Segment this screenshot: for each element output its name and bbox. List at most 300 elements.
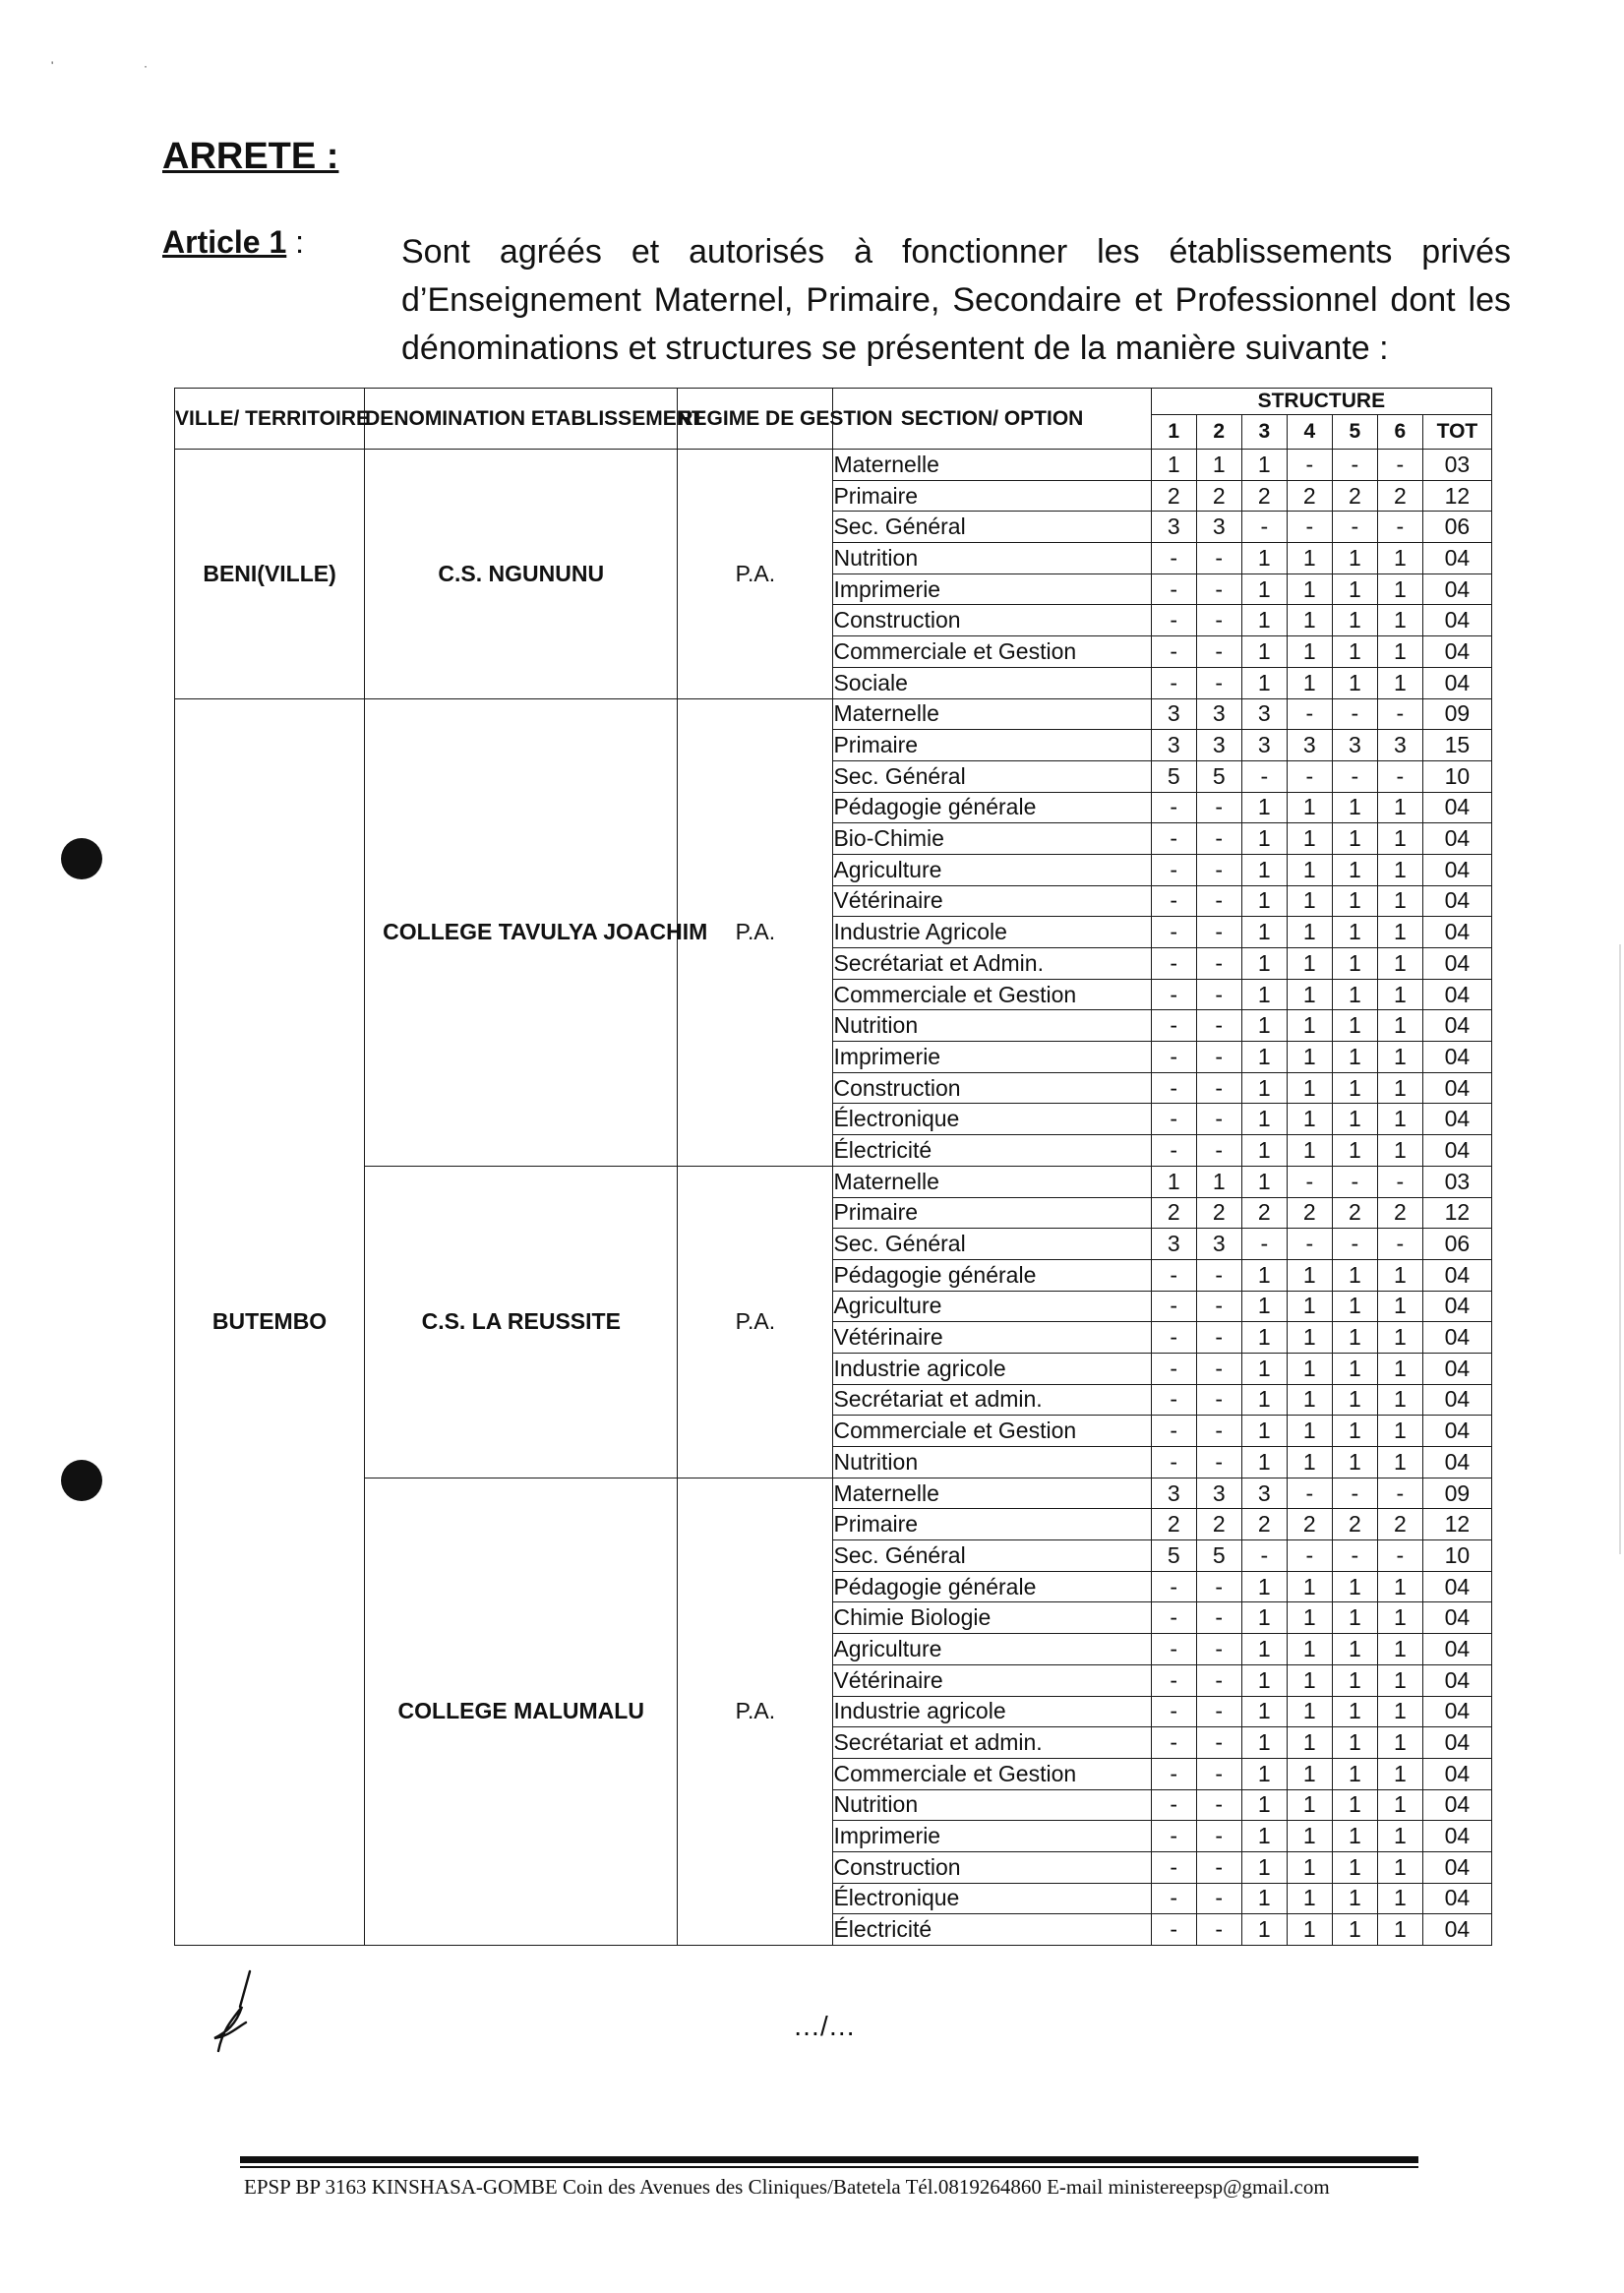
- structure-cell-6: 1: [1377, 1789, 1422, 1821]
- footer-rule-thin: [240, 2166, 1418, 2168]
- structure-cell-5: -: [1332, 760, 1377, 792]
- total-cell: 04: [1422, 1696, 1491, 1727]
- total-cell: 04: [1422, 1072, 1491, 1104]
- section-cell: Commerciale et Gestion: [833, 636, 1151, 668]
- ville-cell: BUTEMBO: [175, 698, 365, 1946]
- total-cell: 04: [1422, 885, 1491, 917]
- structure-cell-4: -: [1287, 1229, 1332, 1260]
- structure-cell-5: 1: [1332, 1384, 1377, 1416]
- structure-cell-4: 1: [1287, 1727, 1332, 1759]
- header-col-6: 6: [1377, 415, 1422, 450]
- structure-cell-5: 1: [1332, 1322, 1377, 1354]
- section-cell: Primaire: [833, 1509, 1151, 1540]
- total-cell: 04: [1422, 1664, 1491, 1696]
- header-denomination: DENOMINATION ETABLISSEMENT: [365, 389, 678, 450]
- structure-cell-1: 3: [1151, 730, 1196, 761]
- structure-cell-3: 1: [1241, 1447, 1287, 1478]
- structure-cell-6: -: [1377, 760, 1422, 792]
- structure-cell-4: -: [1287, 450, 1332, 481]
- structure-cell-4: 1: [1287, 1416, 1332, 1447]
- structure-cell-1: -: [1151, 605, 1196, 636]
- structure-cell-4: 1: [1287, 885, 1332, 917]
- structure-cell-3: 1: [1241, 1883, 1287, 1914]
- structure-cell-1: -: [1151, 1602, 1196, 1634]
- total-cell: 04: [1422, 1353, 1491, 1384]
- structure-cell-5: 1: [1332, 1447, 1377, 1478]
- structure-cell-5: 1: [1332, 1821, 1377, 1852]
- table-body: [175, 450, 1492, 1946]
- structure-cell-2: -: [1196, 1135, 1241, 1167]
- structure-cell-6: 1: [1377, 1291, 1422, 1322]
- structure-cell-3: 1: [1241, 1010, 1287, 1042]
- structure-cell-3: 1: [1241, 543, 1287, 574]
- section-cell: Primaire: [833, 1197, 1151, 1229]
- structure-cell-2: -: [1196, 979, 1241, 1010]
- structure-cell-1: 2: [1151, 1509, 1196, 1540]
- structure-cell-1: -: [1151, 917, 1196, 948]
- structure-cell-5: -: [1332, 450, 1377, 481]
- structure-cell-5: 1: [1332, 605, 1377, 636]
- structure-cell-2: 3: [1196, 730, 1241, 761]
- structure-cell-5: 1: [1332, 1042, 1377, 1073]
- structure-cell-4: 1: [1287, 667, 1332, 698]
- structure-cell-2: 3: [1196, 1229, 1241, 1260]
- structure-cell-5: 1: [1332, 1135, 1377, 1167]
- structure-cell-6: -: [1377, 1478, 1422, 1509]
- structure-cell-5: 1: [1332, 1416, 1377, 1447]
- structure-cell-5: 1: [1332, 1259, 1377, 1291]
- structure-cell-3: 2: [1241, 480, 1287, 512]
- structure-cell-3: 1: [1241, 1166, 1287, 1197]
- section-cell: Commerciale et Gestion: [833, 1416, 1151, 1447]
- structure-cell-5: 1: [1332, 823, 1377, 855]
- structure-cell-4: 1: [1287, 1322, 1332, 1354]
- total-cell: 04: [1422, 1042, 1491, 1073]
- structure-cell-5: 1: [1332, 885, 1377, 917]
- structure-cell-4: 1: [1287, 1851, 1332, 1883]
- structure-cell-5: -: [1332, 1540, 1377, 1572]
- structure-cell-4: 1: [1287, 917, 1332, 948]
- total-cell: 09: [1422, 1478, 1491, 1509]
- structure-cell-4: 1: [1287, 1104, 1332, 1135]
- structure-cell-3: -: [1241, 1229, 1287, 1260]
- structure-cell-1: -: [1151, 1042, 1196, 1073]
- structure-cell-5: 1: [1332, 1883, 1377, 1914]
- punch-hole: [61, 838, 102, 879]
- structure-cell-2: -: [1196, 1447, 1241, 1478]
- structure-cell-6: 1: [1377, 1696, 1422, 1727]
- structure-cell-1: -: [1151, 1571, 1196, 1602]
- structure-cell-2: -: [1196, 1696, 1241, 1727]
- structure-cell-2: -: [1196, 1353, 1241, 1384]
- structure-cell-1: -: [1151, 1322, 1196, 1354]
- section-cell: Électricité: [833, 1914, 1151, 1946]
- structure-cell-3: 1: [1241, 450, 1287, 481]
- structure-cell-6: -: [1377, 450, 1422, 481]
- section-cell: Maternelle: [833, 1478, 1151, 1509]
- punch-hole: [61, 1460, 102, 1501]
- section-cell: Électricité: [833, 1135, 1151, 1167]
- structure-cell-6: 1: [1377, 1727, 1422, 1759]
- header-ville: VILLE/ TERRITOIRE: [175, 389, 365, 450]
- structure-cell-5: -: [1332, 1166, 1377, 1197]
- total-cell: 10: [1422, 1540, 1491, 1572]
- structure-cell-3: 2: [1241, 1197, 1287, 1229]
- structure-cell-2: -: [1196, 1664, 1241, 1696]
- structure-cell-2: -: [1196, 1571, 1241, 1602]
- structure-cell-4: 3: [1287, 730, 1332, 761]
- header-section: SECTION/ OPTION: [833, 389, 1151, 450]
- total-cell: 12: [1422, 1197, 1491, 1229]
- structure-cell-2: 1: [1196, 1166, 1241, 1197]
- structure-cell-3: 1: [1241, 1135, 1287, 1167]
- structure-cell-5: 1: [1332, 667, 1377, 698]
- structure-cell-1: -: [1151, 1416, 1196, 1447]
- total-cell: 15: [1422, 730, 1491, 761]
- total-cell: 04: [1422, 917, 1491, 948]
- structure-cell-5: 1: [1332, 917, 1377, 948]
- section-cell: Primaire: [833, 730, 1151, 761]
- section-cell: Construction: [833, 605, 1151, 636]
- structure-cell-1: 5: [1151, 760, 1196, 792]
- section-cell: Maternelle: [833, 450, 1151, 481]
- structure-cell-3: 1: [1241, 1727, 1287, 1759]
- structure-cell-6: -: [1377, 512, 1422, 543]
- structure-cell-4: 1: [1287, 948, 1332, 980]
- structure-cell-2: -: [1196, 1259, 1241, 1291]
- total-cell: 04: [1422, 1291, 1491, 1322]
- structure-cell-3: 1: [1241, 792, 1287, 823]
- structure-cell-2: -: [1196, 1821, 1241, 1852]
- structure-cell-6: 2: [1377, 1197, 1422, 1229]
- structure-cell-5: 1: [1332, 792, 1377, 823]
- structure-cell-3: 1: [1241, 1384, 1287, 1416]
- structure-cell-2: 1: [1196, 450, 1241, 481]
- structure-cell-1: 3: [1151, 1229, 1196, 1260]
- total-cell: 04: [1422, 792, 1491, 823]
- structure-cell-2: 5: [1196, 760, 1241, 792]
- structure-cell-3: 1: [1241, 1104, 1287, 1135]
- section-cell: Chimie Biologie: [833, 1602, 1151, 1634]
- section-cell: Pédagogie générale: [833, 1571, 1151, 1602]
- total-cell: 04: [1422, 979, 1491, 1010]
- section-cell: Nutrition: [833, 1447, 1151, 1478]
- structure-cell-6: 1: [1377, 573, 1422, 605]
- school-name-cell: COLLEGE MALUMALU: [365, 1478, 678, 1945]
- structure-cell-5: 1: [1332, 1010, 1377, 1042]
- total-cell: 04: [1422, 605, 1491, 636]
- structure-cell-2: -: [1196, 1602, 1241, 1634]
- structure-cell-6: 1: [1377, 1758, 1422, 1789]
- section-cell: Primaire: [833, 480, 1151, 512]
- structure-cell-3: -: [1241, 512, 1287, 543]
- structure-cell-6: 1: [1377, 1447, 1422, 1478]
- structure-cell-4: -: [1287, 1540, 1332, 1572]
- section-cell: Imprimerie: [833, 1821, 1151, 1852]
- structure-cell-3: 1: [1241, 1072, 1287, 1104]
- section-cell: Sec. Général: [833, 1229, 1151, 1260]
- structure-cell-6: 1: [1377, 823, 1422, 855]
- structure-cell-4: -: [1287, 698, 1332, 730]
- structure-cell-3: 1: [1241, 1789, 1287, 1821]
- table-row: [175, 1478, 1492, 1509]
- structure-cell-5: 1: [1332, 979, 1377, 1010]
- structure-cell-2: -: [1196, 1072, 1241, 1104]
- section-cell: Bio-Chimie: [833, 823, 1151, 855]
- total-cell: 04: [1422, 636, 1491, 668]
- structure-cell-3: 1: [1241, 1602, 1287, 1634]
- regime-cell: P.A.: [678, 450, 833, 699]
- structure-cell-2: -: [1196, 1042, 1241, 1073]
- structure-cell-3: 1: [1241, 979, 1287, 1010]
- section-cell: Commerciale et Gestion: [833, 1758, 1151, 1789]
- structure-cell-5: 1: [1332, 543, 1377, 574]
- structure-cell-6: 1: [1377, 792, 1422, 823]
- structure-cell-4: 2: [1287, 480, 1332, 512]
- structure-cell-4: 1: [1287, 1789, 1332, 1821]
- structure-cell-4: 1: [1287, 1664, 1332, 1696]
- structure-cell-2: -: [1196, 948, 1241, 980]
- footer-address: EPSP BP 3163 KINSHASA-GOMBE Coin des Avenues des Cliniques/Batetela Tél.0819264860 E-mail ministereepsp@gmail.com: [244, 2175, 1330, 2199]
- structure-cell-2: -: [1196, 1789, 1241, 1821]
- total-cell: 12: [1422, 480, 1491, 512]
- structure-cell-1: -: [1151, 1072, 1196, 1104]
- structure-cell-4: 1: [1287, 1353, 1332, 1384]
- structure-cell-5: -: [1332, 1229, 1377, 1260]
- total-cell: 04: [1422, 948, 1491, 980]
- structure-cell-2: -: [1196, 543, 1241, 574]
- structure-cell-2: 3: [1196, 698, 1241, 730]
- structure-cell-4: 1: [1287, 1602, 1332, 1634]
- total-cell: 04: [1422, 823, 1491, 855]
- header-row-1: [175, 389, 1492, 415]
- structure-cell-4: 1: [1287, 1135, 1332, 1167]
- section-cell: Vétérinaire: [833, 1664, 1151, 1696]
- total-cell: 04: [1422, 1384, 1491, 1416]
- structure-cell-6: 1: [1377, 979, 1422, 1010]
- structure-cell-2: -: [1196, 1634, 1241, 1665]
- structure-cell-1: -: [1151, 1789, 1196, 1821]
- structure-cell-4: 1: [1287, 636, 1332, 668]
- section-cell: Pédagogie générale: [833, 1259, 1151, 1291]
- structure-cell-5: -: [1332, 512, 1377, 543]
- structure-cell-4: 1: [1287, 605, 1332, 636]
- total-cell: 04: [1422, 573, 1491, 605]
- structure-cell-6: 1: [1377, 1602, 1422, 1634]
- structure-cell-2: -: [1196, 917, 1241, 948]
- structure-cell-6: -: [1377, 1540, 1422, 1572]
- total-cell: 04: [1422, 1758, 1491, 1789]
- section-cell: Agriculture: [833, 854, 1151, 885]
- structure-cell-1: -: [1151, 1696, 1196, 1727]
- total-cell: 04: [1422, 1602, 1491, 1634]
- structure-cell-2: -: [1196, 854, 1241, 885]
- structure-cell-1: -: [1151, 1104, 1196, 1135]
- total-cell: 06: [1422, 1229, 1491, 1260]
- structure-cell-2: 3: [1196, 512, 1241, 543]
- structure-cell-1: -: [1151, 1821, 1196, 1852]
- total-cell: 03: [1422, 450, 1491, 481]
- section-cell: Construction: [833, 1072, 1151, 1104]
- structure-cell-1: -: [1151, 1883, 1196, 1914]
- structure-cell-2: -: [1196, 1384, 1241, 1416]
- structure-cell-1: -: [1151, 1727, 1196, 1759]
- section-cell: Nutrition: [833, 1010, 1151, 1042]
- structure-cell-4: 1: [1287, 1914, 1332, 1946]
- structure-cell-1: -: [1151, 948, 1196, 980]
- structure-cell-4: 1: [1287, 573, 1332, 605]
- structure-cell-4: 1: [1287, 792, 1332, 823]
- structure-cell-1: 3: [1151, 698, 1196, 730]
- structure-cell-1: -: [1151, 636, 1196, 668]
- structure-cell-1: 3: [1151, 1478, 1196, 1509]
- structure-cell-1: -: [1151, 1291, 1196, 1322]
- structure-cell-6: 1: [1377, 1664, 1422, 1696]
- structure-cell-1: -: [1151, 823, 1196, 855]
- structure-cell-6: 1: [1377, 854, 1422, 885]
- structure-cell-1: -: [1151, 1384, 1196, 1416]
- structure-cell-5: 1: [1332, 1291, 1377, 1322]
- total-cell: 04: [1422, 1447, 1491, 1478]
- structure-cell-4: 2: [1287, 1197, 1332, 1229]
- structure-cell-2: -: [1196, 1758, 1241, 1789]
- regime-cell: P.A.: [678, 1478, 833, 1945]
- header-col-2: 2: [1196, 415, 1241, 450]
- structure-cell-2: -: [1196, 1914, 1241, 1946]
- structure-cell-6: 1: [1377, 1821, 1422, 1852]
- section-cell: Industrie agricole: [833, 1696, 1151, 1727]
- structure-cell-1: -: [1151, 792, 1196, 823]
- structure-cell-1: 2: [1151, 480, 1196, 512]
- structure-cell-6: 3: [1377, 730, 1422, 761]
- page-heading: ARRETE :: [162, 136, 339, 177]
- structure-cell-5: 1: [1332, 1727, 1377, 1759]
- section-cell: Agriculture: [833, 1291, 1151, 1322]
- structure-cell-6: 1: [1377, 885, 1422, 917]
- scan-edge: [1619, 944, 1621, 1554]
- structure-cell-6: 1: [1377, 1353, 1422, 1384]
- structure-cell-1: -: [1151, 1135, 1196, 1167]
- structure-cell-1: 1: [1151, 450, 1196, 481]
- section-cell: Électronique: [833, 1883, 1151, 1914]
- header-col-tot: TOT: [1422, 415, 1491, 450]
- structure-cell-6: 1: [1377, 1634, 1422, 1665]
- structure-cell-5: 1: [1332, 854, 1377, 885]
- section-cell: Agriculture: [833, 1634, 1151, 1665]
- structure-cell-2: -: [1196, 1851, 1241, 1883]
- structure-cell-1: -: [1151, 979, 1196, 1010]
- structure-cell-1: -: [1151, 1447, 1196, 1478]
- structure-cell-2: -: [1196, 1416, 1241, 1447]
- structure-cell-3: 1: [1241, 885, 1287, 917]
- total-cell: 09: [1422, 698, 1491, 730]
- structure-cell-3: 1: [1241, 854, 1287, 885]
- structure-cell-3: 1: [1241, 1042, 1287, 1073]
- header-col-5: 5: [1332, 415, 1377, 450]
- section-cell: Vétérinaire: [833, 885, 1151, 917]
- header-regime: REGIME DE GESTION: [678, 389, 833, 450]
- structure-cell-3: 1: [1241, 667, 1287, 698]
- section-cell: Imprimerie: [833, 1042, 1151, 1073]
- structure-cell-2: -: [1196, 667, 1241, 698]
- total-cell: 04: [1422, 543, 1491, 574]
- structure-cell-5: 3: [1332, 730, 1377, 761]
- structure-cell-1: -: [1151, 885, 1196, 917]
- structure-cell-4: -: [1287, 1166, 1332, 1197]
- section-cell: Sociale: [833, 667, 1151, 698]
- structure-cell-6: 1: [1377, 1416, 1422, 1447]
- structure-cell-4: 1: [1287, 1447, 1332, 1478]
- structure-cell-3: 1: [1241, 823, 1287, 855]
- structure-cell-1: -: [1151, 667, 1196, 698]
- structure-cell-4: 1: [1287, 1291, 1332, 1322]
- structure-cell-5: 1: [1332, 1602, 1377, 1634]
- structure-cell-2: -: [1196, 792, 1241, 823]
- table-row: [175, 450, 1492, 481]
- structure-cell-2: -: [1196, 1291, 1241, 1322]
- structure-cell-1: -: [1151, 1353, 1196, 1384]
- structure-cell-4: 1: [1287, 979, 1332, 1010]
- article-number: Article 1: [162, 224, 287, 260]
- section-cell: Vétérinaire: [833, 1322, 1151, 1354]
- structure-cell-5: 1: [1332, 1353, 1377, 1384]
- total-cell: 04: [1422, 667, 1491, 698]
- structure-cell-6: 1: [1377, 1851, 1422, 1883]
- section-cell: Sec. Général: [833, 1540, 1151, 1572]
- structure-cell-2: -: [1196, 823, 1241, 855]
- structure-cell-5: 2: [1332, 1197, 1377, 1229]
- structure-cell-2: -: [1196, 1104, 1241, 1135]
- section-cell: Secrétariat et admin.: [833, 1727, 1151, 1759]
- structure-cell-6: 1: [1377, 1384, 1422, 1416]
- total-cell: 04: [1422, 1010, 1491, 1042]
- structure-cell-6: 2: [1377, 1509, 1422, 1540]
- footer-rule-thick: [240, 2156, 1418, 2163]
- structure-cell-4: 1: [1287, 823, 1332, 855]
- structure-cell-3: 1: [1241, 1416, 1287, 1447]
- section-cell: Secrétariat et Admin.: [833, 948, 1151, 980]
- total-cell: 04: [1422, 1727, 1491, 1759]
- structure-cell-4: -: [1287, 760, 1332, 792]
- structure-cell-6: 1: [1377, 1322, 1422, 1354]
- table-row: [175, 1166, 1492, 1197]
- structure-cell-5: 1: [1332, 1634, 1377, 1665]
- total-cell: 04: [1422, 1914, 1491, 1946]
- header-col-4: 4: [1287, 415, 1332, 450]
- regime-cell: P.A.: [678, 1166, 833, 1478]
- section-cell: Nutrition: [833, 543, 1151, 574]
- structure-cell-3: 1: [1241, 1664, 1287, 1696]
- section-cell: Nutrition: [833, 1789, 1151, 1821]
- school-name-cell: C.S. NGUNUNU: [365, 450, 678, 699]
- structure-cell-3: 2: [1241, 1509, 1287, 1540]
- section-cell: Industrie agricole: [833, 1353, 1151, 1384]
- structure-cell-3: 1: [1241, 1821, 1287, 1852]
- total-cell: 12: [1422, 1509, 1491, 1540]
- structure-cell-4: 1: [1287, 1010, 1332, 1042]
- structure-cell-5: 1: [1332, 1851, 1377, 1883]
- structure-cell-3: 1: [1241, 1696, 1287, 1727]
- structure-cell-2: -: [1196, 885, 1241, 917]
- structure-cell-6: 1: [1377, 667, 1422, 698]
- structure-cell-4: 1: [1287, 1384, 1332, 1416]
- structure-cell-2: -: [1196, 1883, 1241, 1914]
- total-cell: 04: [1422, 1259, 1491, 1291]
- header-col-1: 1: [1151, 415, 1196, 450]
- structure-cell-1: -: [1151, 854, 1196, 885]
- total-cell: 10: [1422, 760, 1491, 792]
- signature-mark: [207, 1967, 266, 2056]
